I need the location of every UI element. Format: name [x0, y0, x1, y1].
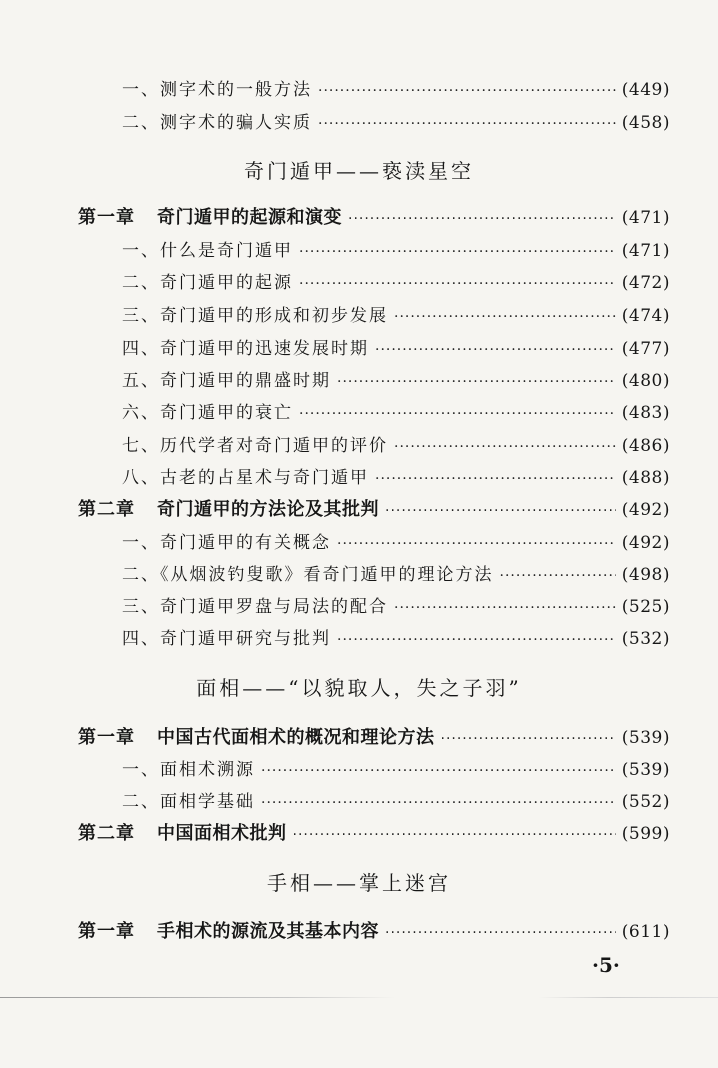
toc-entry-title: 二、《从烟波钓叟歌》看奇门遁甲的理论方法	[122, 565, 494, 585]
toc-entry-title: 五、奇门遁甲的鼎盛时期	[122, 371, 331, 391]
page-number: ·5·	[592, 953, 620, 977]
scan-edge-divider	[0, 997, 718, 998]
dot-leader	[318, 76, 616, 106]
dot-leader	[385, 918, 616, 948]
toc-entry	[122, 236, 670, 266]
toc-entry-page: (492)	[621, 533, 670, 553]
toc-entry	[122, 398, 670, 428]
toc-entry	[122, 108, 670, 138]
toc-entry-title: 一、测字术的一般方法	[122, 80, 312, 100]
chapter-entry	[78, 495, 670, 525]
chapter-entry	[78, 723, 670, 753]
toc-entry-page: (449)	[621, 80, 670, 100]
chapter-title: 奇门遁甲的方法论及其批判	[157, 499, 379, 520]
chapter-label: 第一章	[78, 207, 135, 228]
dot-leader	[299, 269, 616, 299]
chapter-page: (599)	[621, 824, 670, 844]
toc-entry	[122, 560, 670, 590]
toc-entry	[122, 301, 670, 331]
toc-entry	[122, 366, 670, 396]
dot-leader	[261, 788, 616, 818]
toc-entry-page: (477)	[621, 339, 670, 359]
toc-entry	[122, 528, 670, 558]
toc-entry-page: (480)	[621, 371, 670, 391]
toc-entry-page: (539)	[621, 760, 670, 780]
toc-entry-title: 二、奇门遁甲的起源	[122, 273, 293, 293]
dot-leader	[441, 724, 616, 754]
dot-leader	[261, 756, 616, 786]
chapter-title: 手相术的源流及其基本内容	[157, 921, 379, 942]
toc-entry-page: (498)	[621, 565, 670, 585]
toc-entry-page: (532)	[621, 629, 670, 649]
toc-entry-page: (525)	[621, 597, 670, 617]
chapter-entry	[78, 917, 670, 947]
toc-entry-title: 六、奇门遁甲的衰亡	[122, 403, 293, 423]
toc-entry-page: (472)	[621, 273, 670, 293]
chapter-page: (539)	[621, 728, 670, 748]
toc-entry-page: (488)	[621, 468, 670, 488]
toc-entry-page: (471)	[621, 241, 670, 261]
dot-leader	[299, 399, 616, 429]
toc-entry-page: (474)	[621, 306, 670, 326]
dot-leader	[500, 561, 616, 591]
chapter-label: 第一章	[78, 727, 135, 748]
dot-leader	[375, 464, 616, 494]
dot-leader	[348, 204, 616, 234]
toc-entry-title: 三、奇门遁甲罗盘与局法的配合	[122, 597, 388, 617]
part-heading-mianxiang: 面相——“以貌取人，失之子羽”	[196, 676, 522, 700]
toc-entry-title: 一、面相术溯源	[122, 760, 255, 780]
dot-leader	[385, 496, 616, 526]
dot-leader	[394, 593, 616, 623]
toc-entry	[122, 268, 670, 298]
dot-leader	[375, 335, 616, 365]
toc-entry	[122, 624, 670, 654]
chapter-page: (492)	[621, 500, 670, 520]
toc-entry-title: 一、什么是奇门遁甲	[122, 241, 293, 261]
toc-entry-title: 七、历代学者对奇门遁甲的评价	[122, 436, 388, 456]
toc-entry	[122, 463, 670, 493]
toc-entry	[122, 334, 670, 364]
dot-leader	[318, 109, 616, 139]
dot-leader	[337, 529, 616, 559]
chapter-title: 中国面相术批判	[157, 823, 287, 844]
toc-entry-title: 二、面相学基础	[122, 792, 255, 812]
chapter-label: 第二章	[78, 499, 135, 520]
toc-entry-title: 四、奇门遁甲的迅速发展时期	[122, 339, 369, 359]
chapter-entry	[78, 203, 670, 233]
chapter-page: (471)	[621, 208, 670, 228]
toc-entry-title: 八、古老的占星术与奇门遁甲	[122, 468, 369, 488]
dot-leader	[337, 367, 616, 397]
part-heading-shouxiang: 手相——掌上迷宫	[267, 871, 451, 895]
chapter-title: 中国古代面相术的概况和理论方法	[157, 727, 435, 748]
toc-entry-title: 一、奇门遁甲的有关概念	[122, 533, 331, 553]
toc-entry-page: (486)	[621, 436, 670, 456]
toc-entry-title: 二、测字术的骗人实质	[122, 113, 312, 133]
dot-leader	[394, 302, 616, 332]
toc-entry-title: 四、奇门遁甲研究与批判	[122, 629, 331, 649]
toc-entry	[122, 592, 670, 622]
chapter-label: 第二章	[78, 823, 135, 844]
toc-entry-page: (552)	[621, 792, 670, 812]
dot-leader	[299, 237, 616, 267]
chapter-title: 奇门遁甲的起源和演变	[157, 207, 342, 228]
toc-entry-title: 三、奇门遁甲的形成和初步发展	[122, 306, 388, 326]
dot-leader	[337, 625, 616, 655]
part-heading-qimen: 奇门遁甲——亵渎星空	[244, 159, 474, 183]
toc-entry-page: (483)	[621, 403, 670, 423]
dot-leader	[394, 432, 616, 462]
toc-entry-page: (458)	[621, 113, 670, 133]
chapter-page: (611)	[621, 922, 670, 942]
toc-entry	[122, 431, 670, 461]
toc-entry	[122, 787, 670, 817]
chapter-entry	[78, 819, 670, 849]
toc-entry	[122, 75, 670, 105]
toc-entry	[122, 755, 670, 785]
dot-leader	[293, 820, 616, 850]
chapter-label: 第一章	[78, 921, 135, 942]
